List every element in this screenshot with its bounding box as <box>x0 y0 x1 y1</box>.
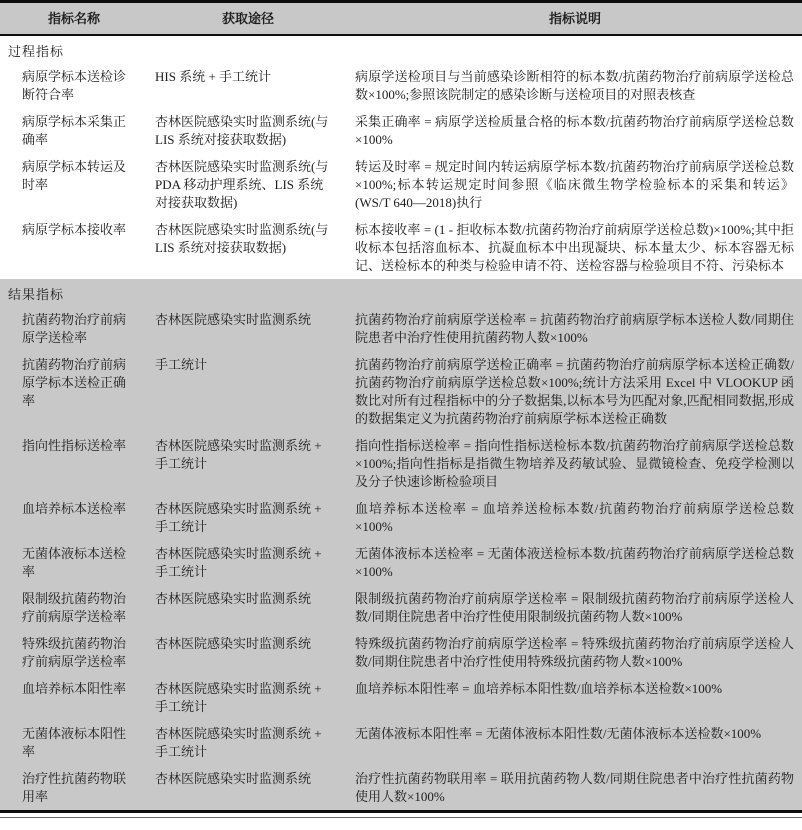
acquisition-method-cell: 杏林医院感染实时监测系统(与 PDA 移动护理系统、LIS 系统对接获取数据) <box>155 159 329 210</box>
acquisition-method-cell: 手工统计 <box>148 351 348 432</box>
section-title: 过程指标 <box>8 44 65 59</box>
indicator-row <box>0 765 802 812</box>
indicator-row <box>0 675 802 720</box>
indicator-description-cell: 血培养标本送检率 = 血培养送检标本数/抗菌药物治疗前病原学送检总数×100% <box>348 495 802 540</box>
indicator-description-cell: 无菌体液标本送检率 = 无菌体液送检标本数/抗菌药物治疗前病原学送检总数×100% <box>348 540 802 585</box>
indicator-name-cell: 病原学标本转运及时率 <box>22 159 127 192</box>
indicator-name-cell: 病原学标本送检诊断符合率 <box>22 69 127 102</box>
indicator-row <box>0 63 802 108</box>
acquisition-method-cell: 杏林医院感染实时监测系统 <box>148 585 348 630</box>
indicator-name-cell: 病原学标本接收率 <box>22 222 127 237</box>
table-header <box>0 2 802 36</box>
acquisition-method-cell: 杏林医院感染实时监测系统 + 手工统计 <box>148 675 348 720</box>
indicator-name-cell: 指向性指标送检率 <box>0 432 148 495</box>
indicator-name-cell: 治疗性抗菌药物联用率 <box>0 765 148 812</box>
indicator-name-cell: 血培养标本阳性率 <box>0 675 148 720</box>
header-row <box>0 2 802 36</box>
indicator-name-cell: 无菌体液标本阳性率 <box>0 720 148 765</box>
acquisition-method-cell: 杏林医院感染实时监测系统 + 手工统计 <box>148 495 348 540</box>
section-header-row <box>0 35 802 63</box>
indicator-row <box>0 630 802 675</box>
header-acquisition-method: 获取途径 <box>148 2 348 36</box>
indicator-row <box>0 108 802 153</box>
indicator-row <box>0 351 802 432</box>
indicator-row <box>0 495 802 540</box>
acquisition-method-cell: 杏林医院感染实时监测系统(与 LIS 系统对接获取数据) <box>155 114 329 147</box>
indicator-description-cell: 抗菌药物治疗前病原学送检正确率 = 抗菌药物治疗前病原学标本送检正确数/抗菌药物治疗前病原学送检总数×100%;统计方法采用 Excel 中 VLOOKUP 函数比对所有过程指标中的分子数据集,以标本号为匹配对象,匹配相同数据,形成的数据集定义为抗菌药物治疗前病原学标本送检正确数 <box>348 351 802 432</box>
indicator-description-cell: 治疗性抗菌药物联用率 = 联用抗菌药物人数/同期住院患者中治疗性抗菌药物使用人数×100% <box>348 765 802 812</box>
indicator-row <box>0 306 802 351</box>
section-title: 结果指标 <box>0 279 802 306</box>
bottom-rule <box>0 817 802 818</box>
indicator-description-cell: 标本接收率 = (1 - 拒收标本数/抗菌药物治疗前病原学送检总数)×100%;其中拒收标本包括溶血标本、抗凝血标本中出现凝块、标本量太少、标本容器无标记、送检标本的种类与检验申请不符、送检容器与检验项目不符、污染标本 <box>355 222 794 273</box>
acquisition-method-cell: 杏林医院感染实时监测系统 <box>148 306 348 351</box>
header-indicator-name: 指标名称 <box>0 2 148 36</box>
indicator-name-cell: 抗菌药物治疗前病原学标本送检正确率 <box>0 351 148 432</box>
acquisition-method-cell: 杏林医院感染实时监测系统(与 LIS 系统对接获取数据) <box>155 222 329 255</box>
indicator-name-cell: 血培养标本送检率 <box>0 495 148 540</box>
indicator-row <box>0 153 802 216</box>
indicator-name-cell: 限制级抗菌药物治疗前病原学送检率 <box>0 585 148 630</box>
indicator-description-cell: 抗菌药物治疗前病原学送检率 = 抗菌药物治疗前病原学标本送检人数/同期住院患者中治疗性使用抗菌药物人数×100% <box>348 306 802 351</box>
acquisition-method-cell: HIS 系统 + 手工统计 <box>155 69 272 84</box>
indicator-row <box>0 540 802 585</box>
indicator-description-cell: 限制级抗菌药物治疗前病原学送检率 = 限制级抗菌药物治疗前病原学送检人数/同期住院患者中治疗性使用限制级抗菌药物人数×100% <box>348 585 802 630</box>
indicator-name-cell: 抗菌药物治疗前病原学送检率 <box>0 306 148 351</box>
indicator-row <box>0 720 802 765</box>
indicator-row <box>0 216 802 279</box>
indicator-description-cell: 采集正确率 = 病原学送检质量合格的标本数/抗菌药物治疗前病原学送检总数×100% <box>355 114 794 147</box>
section-header-row <box>0 279 802 306</box>
acquisition-method-cell: 杏林医院感染实时监测系统 <box>148 630 348 675</box>
indicator-description-cell: 特殊级抗菌药物治疗前病原学送检率 = 特殊级抗菌药物治疗前病原学送检人数/同期住院患者中治疗性使用特殊级抗菌药物人数×100% <box>348 630 802 675</box>
indicator-row <box>0 432 802 495</box>
indicator-description-cell: 指向性指标送检率 = 指向性指标送检标本数/抗菌药物治疗前病原学送检总数×100%;指向性指标是指微生物培养及药敏试验、显微镜检查、免疫学检测以及分子快速诊断检验项目 <box>348 432 802 495</box>
table-body <box>0 35 802 812</box>
indicator-description-cell: 转运及时率 = 规定时间内转运病原学标本数/抗菌药物治疗前病原学送检总数×100%;标本转运规定时间参照《临床微生物学检验标本的采集和转运》(WS/T 640—2018)执行 <box>355 159 794 210</box>
indicator-description-cell: 病原学送检项目与当前感染诊断相符的标本数/抗菌药物治疗前病原学送检总数×100%;参照该院制定的感染诊断与送检项目的对照表核查 <box>355 69 794 102</box>
acquisition-method-cell: 杏林医院感染实时监测系统 + 手工统计 <box>148 432 348 495</box>
acquisition-method-cell: 杏林医院感染实时监测系统 <box>148 765 348 812</box>
indicator-name-cell: 病原学标本采集正确率 <box>22 114 127 147</box>
indicator-row <box>0 585 802 630</box>
acquisition-method-cell: 杏林医院感染实时监测系统 + 手工统计 <box>148 720 348 765</box>
indicator-description-cell: 血培养标本阳性率 = 血培养标本阳性数/血培养标本送检数×100% <box>348 675 802 720</box>
acquisition-method-cell: 杏林医院感染实时监测系统 + 手工统计 <box>148 540 348 585</box>
indicator-name-cell: 特殊级抗菌药物治疗前病原学送检率 <box>0 630 148 675</box>
indicator-description-cell: 无菌体液标本阳性率 = 无菌体液标本阳性数/无菌体液标本送检数×100% <box>348 720 802 765</box>
indicator-name-cell: 无菌体液标本送检率 <box>0 540 148 585</box>
header-indicator-description: 指标说明 <box>348 2 802 36</box>
